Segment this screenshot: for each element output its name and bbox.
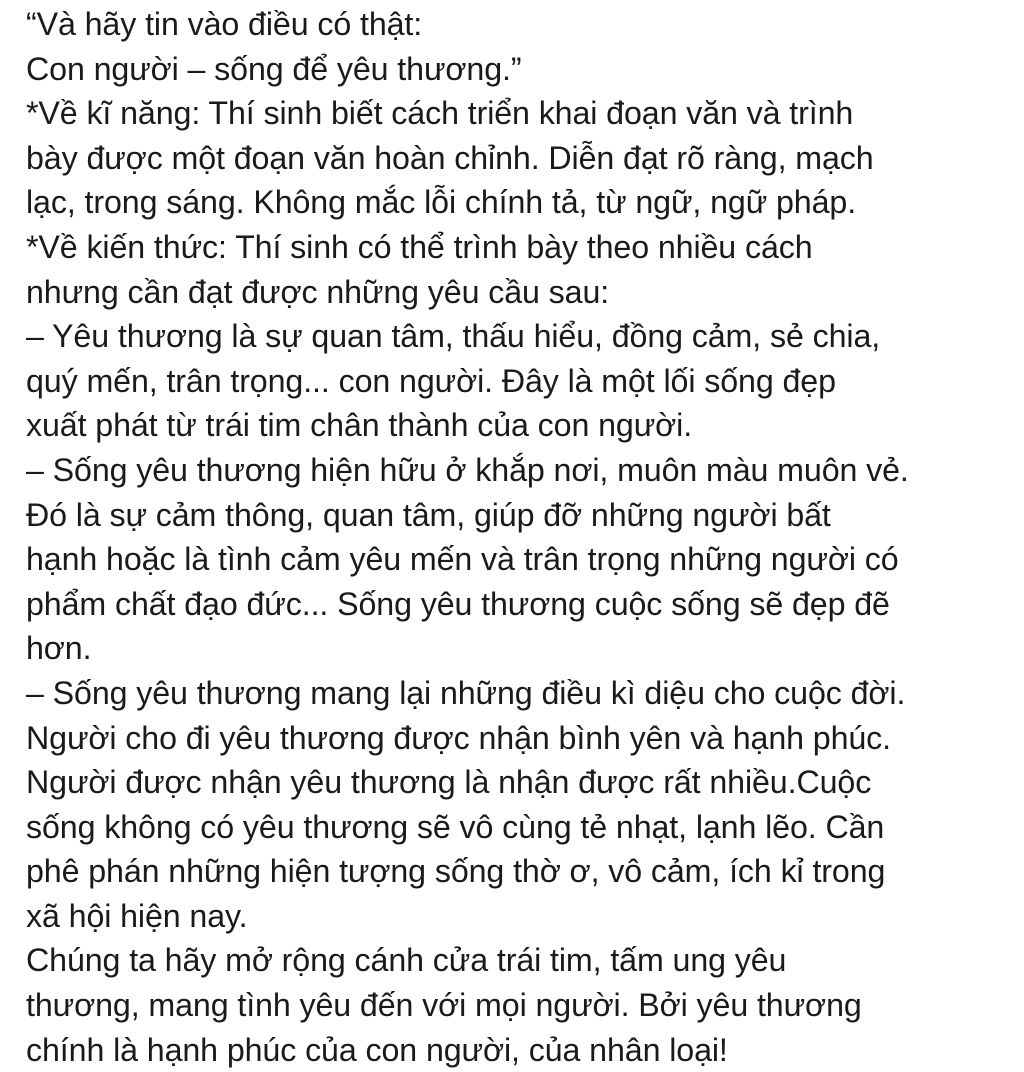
text-line-quote-2: Con người – sống để yêu thương.” [26,50,522,87]
text-line-skills-3: lạc, trong sáng. Không mắc lỗi chính tả, từ ngữ, ngữ pháp. [26,184,857,221]
text-line-point2-1: – Sống yêu thương hiện hữu ở khắp nơi, muôn màu muôn vẻ. [26,451,909,488]
text-line-skills-2: bày được một đoạn văn hoàn chỉnh. Diễn đạt rõ ràng, mạch [26,139,874,176]
text-line-knowledge-2: nhưng cần đạt được những yêu cầu sau: [26,273,610,310]
text-line-conclusion-2: thương, mang tình yêu đến với mọi người. Bởi yêu thương [26,987,862,1024]
text-line-point3-1: – Sống yêu thương mang lại những điều kì diệu cho cuộc đời. [26,674,906,711]
text-line-skills-1: *Về kĩ năng: Thí sinh biết cách triển khai đoạn văn và trình [26,95,854,132]
text-line-point1-1: – Yêu thương là sự quan tâm, thấu hiểu, đồng cảm, sẻ chia, [26,318,881,355]
text-line-point3-5: phê phán những hiện tượng sống thờ ơ, vô cảm, ích kỉ trong [26,853,886,890]
text-line-point2-4: phẩm chất đạo đức... Sống yêu thương cuộc sống sẽ đẹp đẽ [26,585,890,622]
text-line-point2-5: hơn. [26,630,92,667]
text-line-point2-2: Đó là sự cảm thông, quan tâm, giúp đỡ những người bất [26,496,831,533]
text-line-point3-3: Người được nhận yêu thương là nhận được rất nhiều.Cuộc [26,764,872,801]
text-line-conclusion-3: chính là hạnh phúc của con người, của nhân loại! [26,1031,728,1068]
text-line-point3-2: Người cho đi yêu thương được nhận bình yên và hạnh phúc. [26,719,892,756]
text-line-point2-3: hạnh hoặc là tình cảm yêu mến và trân trọng những người có [26,541,899,578]
text-line-point1-2: quý mến, trân trọng... con người. Đây là một lối sống đẹp [26,362,836,399]
text-line-point1-3: xuất phát từ trái tim chân thành của con người. [26,407,693,444]
text-line-knowledge-1: *Về kiến thức: Thí sinh có thể trình bày theo nhiều cách [26,228,813,265]
document-text [26,2,1016,1072]
text-line-conclusion-1: Chúng ta hãy mở rộng cánh cửa trái tim, tấm ung yêu [26,942,787,979]
text-line-point3-6: xã hội hiện nay. [26,897,248,934]
text-line-point3-4: sống không có yêu thương sẽ vô cùng tẻ nhạt, lạnh lẽo. Cần [26,808,885,845]
text-line-quote-1: “Và hãy tin vào điều có thật: [26,6,423,42]
